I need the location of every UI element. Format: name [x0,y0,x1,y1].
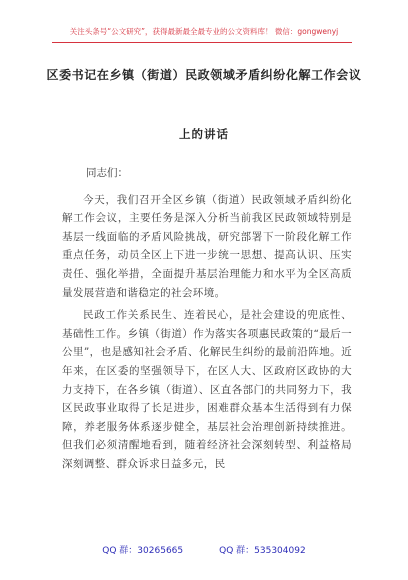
document-body [62,164,352,478]
body-paragraph: 民政工作关系民生、连着民心，是社会建设的兜底性、基础性工作。乡镇（街道）作为落实各项惠民政策的“最后一公里”，也是感知社会矛盾、化解民生纠纷的最前沿阵地。近年来，在区委的坚强领导下，在区人大、区政府区政协的大力支持下，在各乡镇（街道）、区直各部门的共同努力下，我区民政事业取得了长足进步，困难群众基本生活得到有力保障，养老服务体系逐步健全，基层社会治理创新持续推进。但我们必须清醒地看到，随着经济社会深刻转型、利益格局深刻调整、群众诉求日益多元，民 [62,309,352,470]
footer-qq-group-1: QQ 群：30265665 [102,546,184,556]
document-title: 区委书记在乡镇（街道）民政领域矛盾纠纷化解工作会议 [46,68,362,82]
header-divider [52,42,352,43]
body-paragraph: 今天，我们召开全区乡镇（街道）民政领域矛盾纠纷化解工作会议，主要任务是深入分析当前我区民政领域特别是基层一线面临的矛盾风险挑战，研究部署下一阶段化解工作重点任务，动员全区上下进一步统一思想、提高认识、压实责任、强化举措，全面提升基层治理能力和水平为全区高质量发展营造和谐稳定的社会环境。 [62,193,352,299]
header-ad-text: 关注头条号“公文研究”，获得最新最全最专业的公文资料库！ 微信：gongwenyj [69,27,339,36]
footer-qq-group-2: QQ 群：535304092 [219,546,306,556]
footer-ad [0,543,408,556]
salutation: 同志们： [86,167,128,179]
document-subtitle: 上的讲话 [179,127,229,141]
